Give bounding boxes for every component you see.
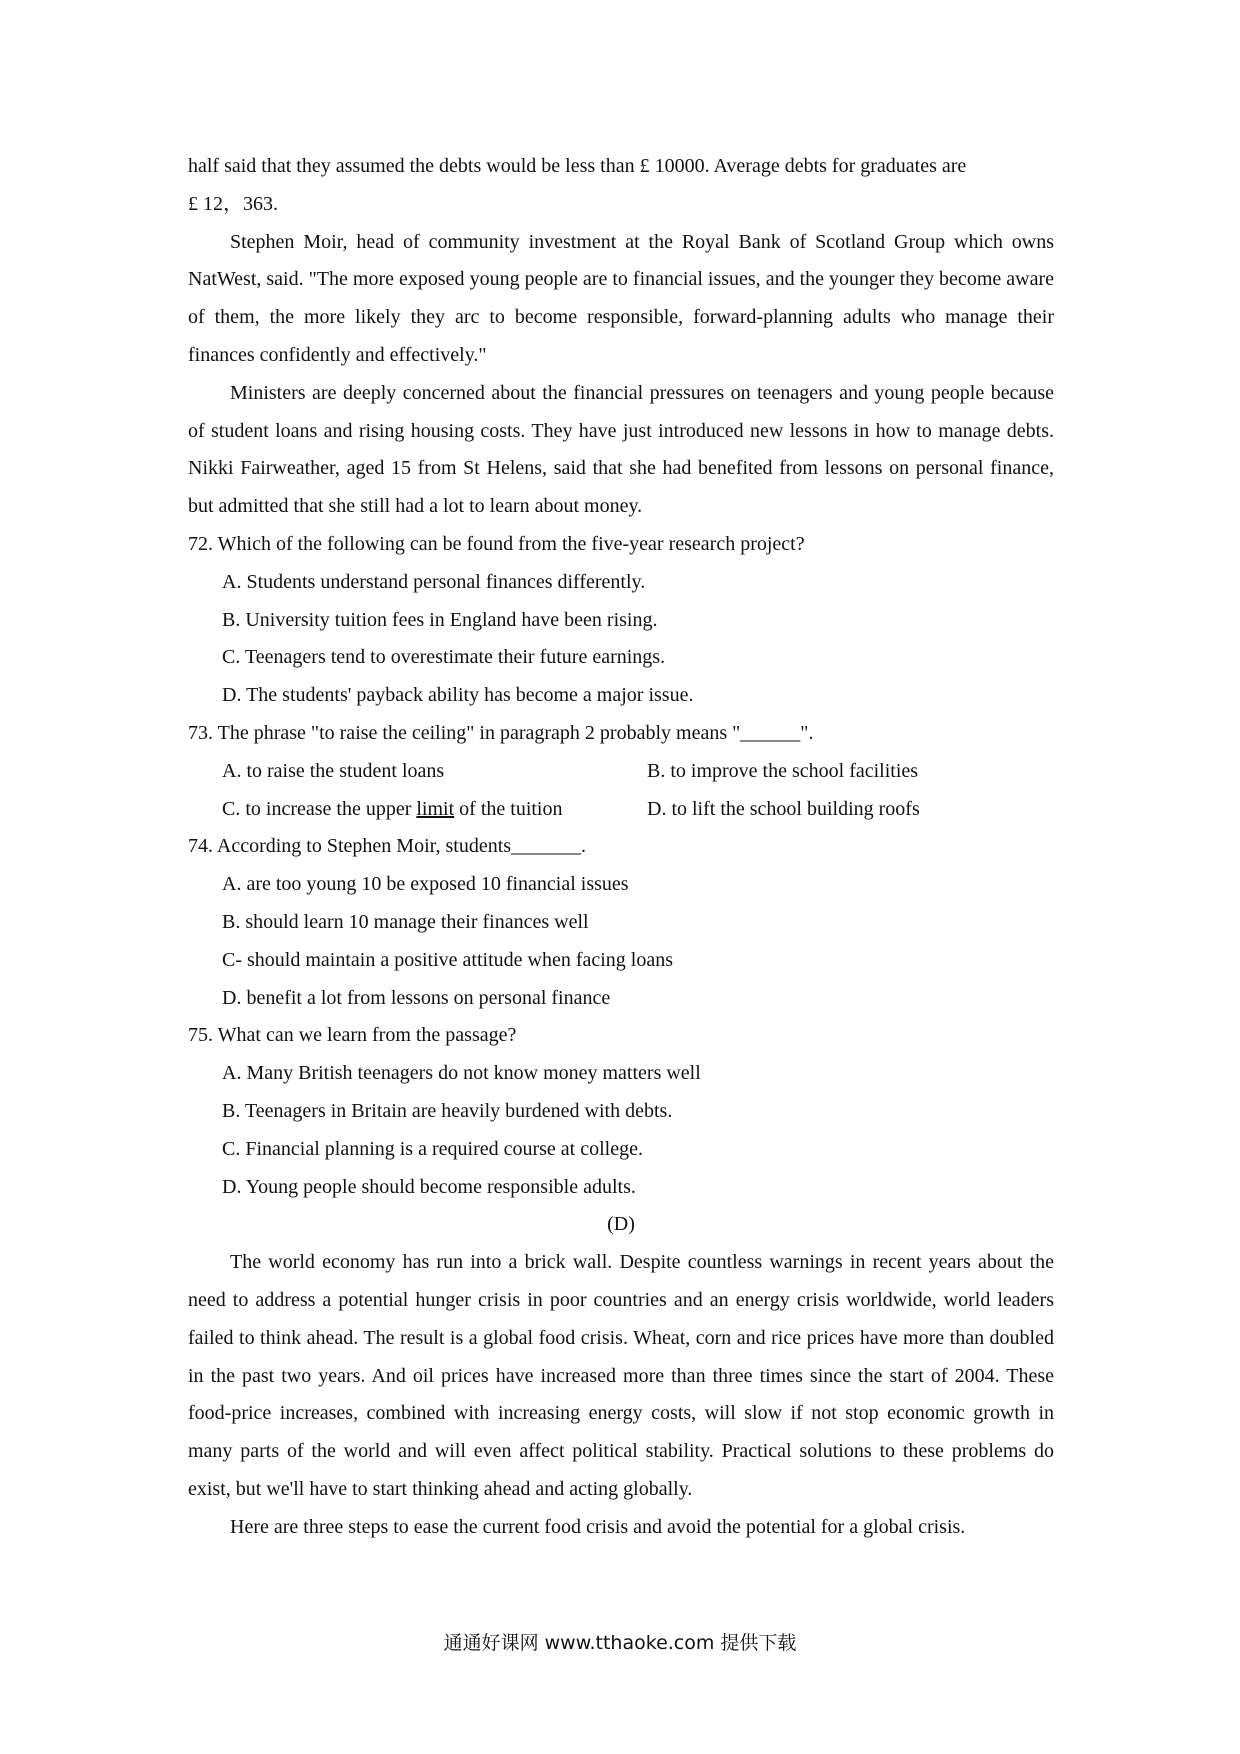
question-73 — [188, 715, 1054, 828]
passage-d-paragraph-1: The world economy has run into a brick wall. Despite countless warnings in recent years about the need to address a potential hunger crisis in poor countries and an energy crisis worldwide, world leaders failed to think ahead. The result is a global food crisis. Wheat, corn and rice prices have more than doubled in the past two years. And oil prices have increased more than three times since the start of 2004. These food-price increases, combined with increasing energy costs, will slow if not stop economic growth in many parts of the world and will even affect political stability. Practical solutions to these problems do exist, but we'll have to start thinking ahead and acting globally. — [188, 1251, 1054, 1500]
question-73-options-row-2 — [222, 791, 1054, 829]
question-75-option-a: A. Many British teenagers do not know money matters well — [222, 1062, 701, 1085]
passage-d-label: (D) — [607, 1213, 635, 1236]
question-72-option-c: C. Teenagers tend to overestimate their future earnings. — [222, 646, 666, 669]
question-74-option-c: C- should maintain a positive attitude when facing loans — [222, 948, 674, 971]
passage-d-paragraph-2: Here are three steps to ease the current food crisis and avoid the potential for a global crisis. — [230, 1515, 966, 1538]
question-72-option-a: A. Students understand personal finances differently. — [222, 570, 646, 593]
footer-watermark: 通通好课网 www.tthaoke.com 提供下载 — [443, 1632, 797, 1654]
question-73-options-row-1 — [222, 753, 1054, 791]
question-73-option-b: B. to improve the school facilities — [647, 759, 919, 782]
passage-c-paragraph-1-line-2: £ 12，363. — [188, 192, 278, 215]
question-73-option-d: D. to lift the school building roofs — [647, 797, 920, 820]
question-73-option-c-suffix: of the tuition — [454, 797, 563, 820]
question-72-option-b: B. University tuition fees in England have been rising. — [222, 608, 658, 631]
question-73-option-a: A. to raise the student loans — [222, 759, 445, 782]
question-74 — [188, 828, 1054, 1017]
question-75-option-c: C. Financial planning is a required course at college. — [222, 1137, 643, 1160]
passage-c-paragraph-1 — [188, 148, 1054, 224]
question-74-stem: 74. According to Stephen Moir, students_______. — [188, 835, 587, 858]
document-body — [188, 148, 1054, 1546]
question-73-option-c — [222, 791, 647, 829]
question-74-option-d: D. benefit a lot from lessons on personal finance — [222, 986, 611, 1009]
question-72-option-d: D. The students' payback ability has become a major issue. — [222, 684, 694, 707]
question-74-option-b: B. should learn 10 manage their finances well — [222, 910, 589, 933]
passage-c-paragraph-2: Stephen Moir, head of community investment at the Royal Bank of Scotland Group which owns NatWest, said. "The more exposed young people are to financial issues, and the younger they become aware of them, the more likely they arc to become responsible, forward-planning adults who manage their finances confidently and effectively." — [188, 230, 1054, 366]
question-73-stem: 73. The phrase "to raise the ceiling" in paragraph 2 probably means "______". — [188, 721, 814, 744]
question-75-option-b: B. Teenagers in Britain are heavily burdened with debts. — [222, 1099, 673, 1122]
question-75 — [188, 1017, 1054, 1206]
question-75-stem: 75. What can we learn from the passage? — [188, 1024, 517, 1047]
question-72 — [188, 526, 1054, 715]
question-75-option-d: D. Young people should become responsible adults. — [222, 1175, 636, 1198]
question-74-option-a: A. are too young 10 be exposed 10 financial issues — [222, 873, 629, 896]
question-72-stem: 72. Which of the following can be found from the five-year research project? — [188, 532, 805, 555]
passage-c-paragraph-3: Ministers are deeply concerned about the financial pressures on teenagers and young people because of student loans and rising housing costs. They have just introduced new lessons in how to manage debts. Nikki Fairweather, aged 15 from St Helens, said that she had benefited from lessons on personal finance, but admitted that she still had a lot to learn about money. — [188, 381, 1054, 518]
question-73-option-c-prefix: C. to increase the upper — [222, 797, 417, 820]
question-73-option-c-underlined-word: limit — [416, 797, 455, 820]
passage-c-paragraph-1-line-1: half said that they assumed the debts would be less than £ 10000. Average debts for graduates are — [188, 155, 967, 177]
